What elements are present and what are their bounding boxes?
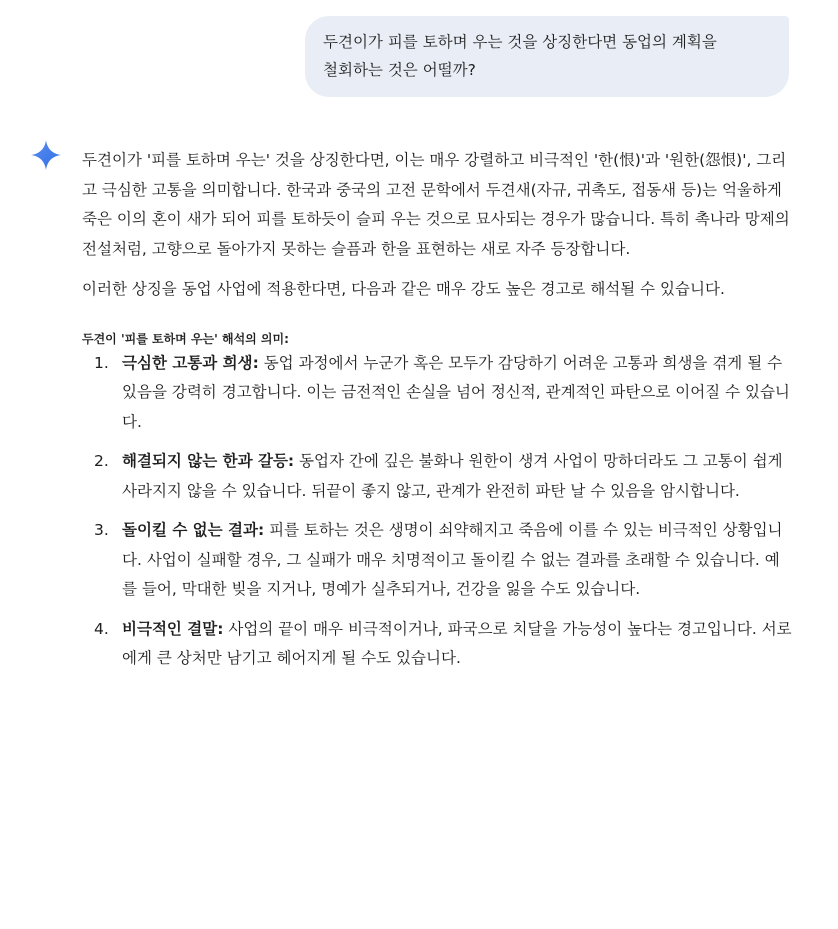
list-item [82,447,792,506]
section-heading: 두견이 '피를 토하며 우는' 해석의 의미: [82,331,289,346]
list-item-text: 동업 과정에서 누군가 혹은 모두가 감당하기 어려운 고통과 희생을 겪게 될 수 있음을 강력히 경고합니다. 이는 금전적인 손실을 넘어 정신적, 관계적인 파탄으로 이어질 수 있습니다. [122,353,790,431]
list-item-title: 극심한 고통과 희생: [122,353,259,372]
list-item-title: 해결되지 않는 한과 갈등: [122,452,295,470]
list-item-title: 돌이킬 수 없는 결과: [122,521,265,539]
list-item-number: 4. [94,619,109,638]
user-message-bubble [305,16,789,97]
meaning-list [82,349,792,674]
list-item-text: 사업의 끝이 매우 비극적이거나, 파국으로 치달을 가능성이 높다는 경고입니다. 서로에게 큰 상처만 남기고 헤어지게 될 수도 있습니다. [122,619,792,667]
list-item-number: 1. [94,353,109,372]
list-item [82,349,792,438]
list-item-number: 2. [94,452,109,470]
list-item-title: 비극적인 결말: [122,619,224,638]
response-paragraph-intro: 두견이가 '피를 토하며 우는' 것을 상징한다면, 이는 매우 강렬하고 비극적인 '한(恨)'과 '원한(怨恨)', 그리고 극심한 고통을 의미합니다. 한국과 중국의 고전 문학에서 두견새(자규, 귀촉도, 접동새 등)는 억울하게 죽은 이의 혼이 새가 되어 피를 토하듯이 슬피 우는 것으로 묘사되는 경우가 많습니다. 특히 촉나라 망제의 전설처럼, 고향으로 돌아가지 못하는 슬픔과 한을 표현하는 새로 자주 등장합니다. [82,151,790,258]
response-paragraph-application: 이러한 상징을 동업 사업에 적용한다면, 다음과 같은 매우 강도 높은 경고로 해석될 수 있습니다. [82,280,725,298]
list-item [82,516,792,605]
list-item [82,615,792,674]
list-item-number: 3. [94,521,109,539]
assistant-response [82,146,792,684]
user-message-text: 두견이가 피를 토하며 우는 것을 상징한다면 동업의 계획을 철회하는 것은 어떨까? [323,33,717,79]
sparkle-icon [31,140,61,170]
list-item-text: 피를 토하는 것은 생명이 쇠약해지고 죽음에 이를 수 있는 비극적인 상황입니다. 사업이 실패할 경우, 그 실패가 매우 치명적이고 돌이킬 수 없는 결과를 초래할 수 있습니다. 예를 들어, 막대한 빚을 지거나, 명예가 실추되거나, 건강을 잃을 수도 있습니다. [122,521,783,598]
list-item-text: 동업자 간에 깊은 불화나 원한이 생겨 사업이 망하더라도 그 고통이 쉽게 사라지지 않을 수 있습니다. 뒤끝이 좋지 않고, 관계가 완전히 파탄 날 수 있음을 암시합니다. [122,452,783,500]
